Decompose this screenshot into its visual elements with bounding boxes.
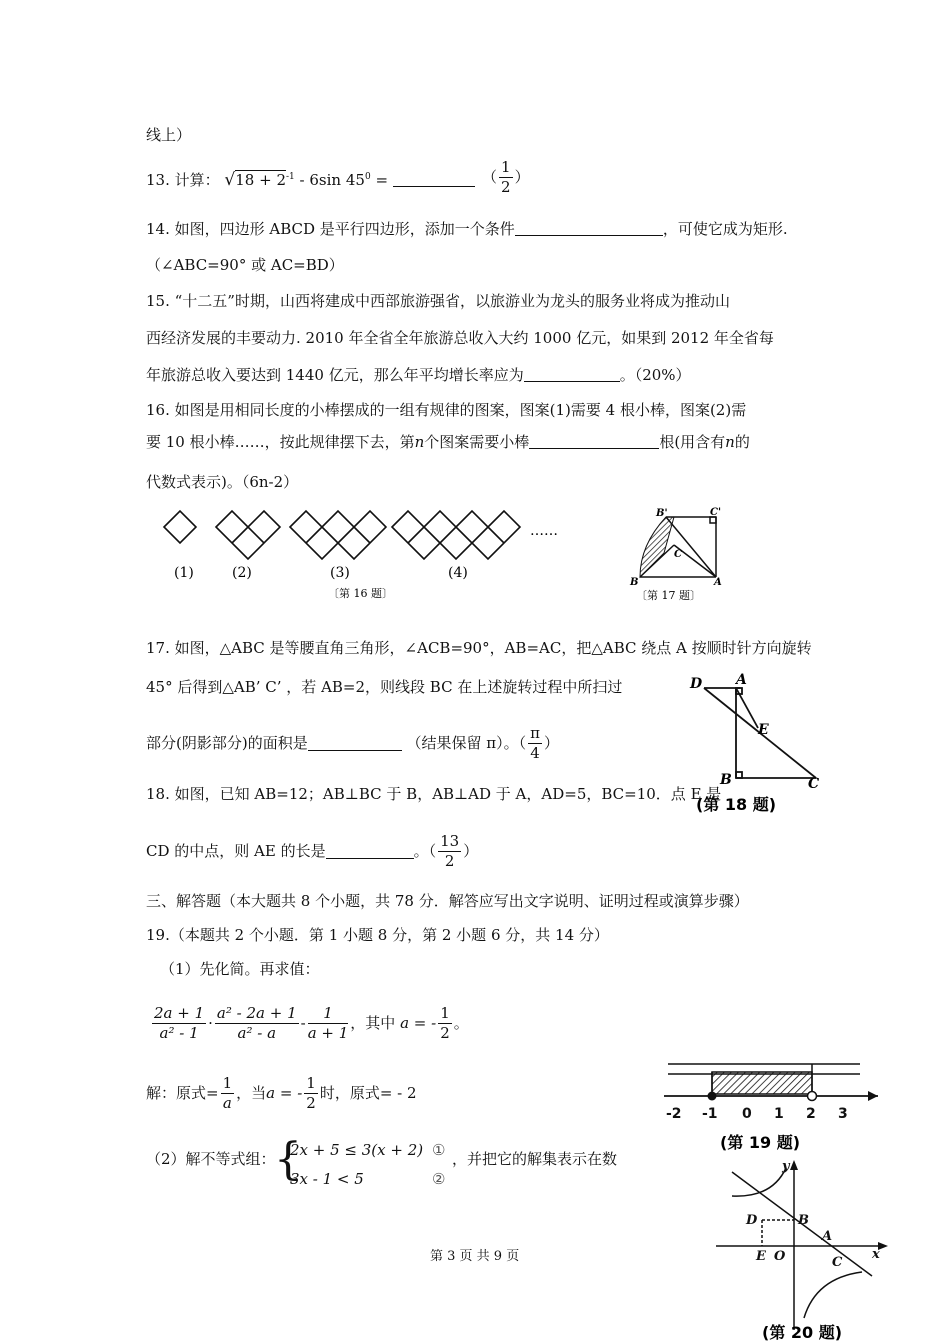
q13-eq: = [370,171,389,189]
q13-exp: -1 [286,172,295,182]
q15-line-3 [146,367,691,383]
sol-text-d: 时，原式= - 2 [319,1084,417,1102]
sol-text-a: 解：原式= [146,1084,219,1102]
fig20-label-a: A [822,1229,833,1244]
q15-answer: 。（20%） [619,366,691,384]
q13-ans-close: ） [514,168,530,186]
ineq-mark-1: ① [432,1141,446,1159]
q14-answer: （∠ABC=90° 或 AC=BD） [146,256,344,274]
fig17-caption: 〔第 17 题〕 [636,589,701,602]
fig16-label-3: (3) [330,565,350,581]
fig17-label-b: B [630,577,639,588]
q16-text-a: 要 10 根小棒……，按此规律摆下去，第 [146,433,415,451]
q19-f1-den: a² - 1 [159,1024,199,1042]
q19-f2-den: a² - a [237,1024,277,1042]
q19-minus: - [300,1014,306,1032]
fig16-label-1: (1) [174,565,194,581]
q16-line-2 [146,434,750,450]
q16-n2: n [725,433,735,451]
q14-end: ，可使它成为矩形. [662,220,788,238]
q19-expression [150,1006,469,1041]
sol-val-num: 1 [306,1074,316,1092]
section-3-heading: 三、解答题（本大题共 8 个小题，共 78 分．解答应写出文字说明、证明过程或演算步骤） [146,892,749,910]
q17-line-3 [146,726,559,761]
fig16-dots: …… [530,523,558,539]
q19-solution [146,1076,417,1111]
question-14 [146,221,788,237]
q17-text-end: （结果保留 π）。（ [406,734,527,752]
figure-17 [622,505,732,605]
q19-f3-num: 1 [308,1006,349,1024]
q19-end: 。 [453,1014,469,1032]
q17-close: ） [544,734,560,752]
q18-text: CD 的中点，则 AE 的长是 [146,842,326,860]
q16-text-d: 的 [734,433,750,451]
q19-part-2-label: （2）解不等式组： [146,1150,276,1168]
fig20-label-c: C [832,1255,843,1270]
q19-where: ，其中 [350,1014,396,1032]
q16-line-1: 16. 如图是用相同长度的小棒摆成的一组有规律的图案，图案(1)需要 4 根小棒，图案(2)需 [146,401,747,419]
sol-frac-num: 1 [222,1074,233,1092]
fig16-label-2: (2) [232,565,252,581]
q18-text-end: 。（ [413,842,437,860]
q19-part-1: （1）先化简。再求值： [160,960,320,978]
q16-blank [529,434,659,449]
q14-text: 14. 如图，四边形 ABCD 是平行四边形，添加一个条件 [146,220,515,238]
sol-text-b: ，当 [236,1084,267,1102]
sol-text-c: a = - [266,1084,303,1102]
fig19-tick-3: 3 [838,1106,848,1122]
fig19-tick-m2: -2 [666,1106,682,1122]
fig20-label-e: E [756,1249,766,1264]
q18-ans-num: 13 [440,832,460,850]
fig17-label-bp: B' [656,508,668,519]
figure-20 [712,1158,892,1342]
text-line-prev: 线上） [146,126,192,144]
q16-line-3: 代数式表示)。（6n-2） [146,473,299,491]
ineq-2: 3x - 1 < 5 [290,1170,364,1188]
q15-line-1: 15. “十二五”时期，山西将建成中西部旅游强省，以旅游业为龙头的服务业将成为推动山 [146,292,730,310]
q19-val-den: 2 [440,1024,450,1042]
fig20-label-o: O [774,1249,786,1264]
q17-text: 部分(阴影部分)的面积是 [146,734,308,752]
ineq-1: 2x + 5 ≤ 3(x + 2) [290,1141,424,1159]
q16-text-b: 个图案需要小棒 [424,433,530,451]
fig19-tick-2: 2 [806,1106,816,1122]
sol-val-den: 2 [306,1094,316,1112]
q13-exp2: 0 [364,172,371,182]
fig19-tick-1: 1 [774,1106,784,1122]
q17-line-2: 45° 后得到△AB’ C’ ，若 AB=2，则线段 BC 在上述旋转过程中所扫过 [146,678,623,696]
fig18-label-b: B [720,772,732,788]
fig19-tick-0: 0 [742,1106,752,1122]
fig17-label-cp: C' [710,507,722,518]
q13-ans-num: 1 [501,158,511,176]
q14-blank [515,221,663,236]
q17-ans-num: π [530,724,540,742]
fig20-label-x: x [872,1247,880,1262]
fig18-label-d: D [690,676,703,692]
q17-line-1: 17. 如图，△ABC 是等腰直角三角形，∠ACB=90°，AB=AC，把△ABC 绕点 A 按顺时针方向旋转 [146,639,812,657]
fig19-tick-m1: -1 [702,1106,718,1122]
ineq-mark-2: ② [432,1170,446,1188]
q18-line-1: 18. 如图，已知 AB=12；AB⊥BC 于 B，AB⊥AD 于 A，AD=5，BC=10．点 E 是 [146,785,722,803]
q19-f2-num: a² - 2a + 1 [216,1004,297,1022]
fig16-label-4: (4) [448,565,468,581]
q15-text: 年旅游总收入要达到 1440 亿元，那么年平均增长率应为 [146,366,524,384]
q18-line-2 [146,834,478,869]
question-19: 19.（本题共 2 个小题．第 1 小题 8 分，第 2 小题 6 分，共 14 分） [146,926,609,944]
fig18-label-e: E [758,722,769,738]
fig19-caption: (第 19 题) [720,1133,801,1152]
fig18-caption: (第 18 题) [696,795,777,814]
q15-line-2: 西经济发展的丰要动力. 2010 年全省全年旅游总收入大约 1000 亿元，如果到 2012 年全省每 [146,329,774,347]
sqrt-icon: √ [224,170,236,190]
brace-icon: { [274,1134,302,1185]
sol-frac-den: a [222,1094,232,1112]
fig17-label-a: A [714,577,722,588]
q16-n: n [414,433,425,451]
figure-16 [160,505,600,605]
q13-ans-den: 2 [501,178,511,196]
q17-blank [308,736,402,751]
page-footer: 第 3 页 共 9 页 [430,1249,520,1264]
q19-f3-den: a + 1 [307,1024,349,1042]
figure-19 [660,1058,890,1158]
q19-f1-num: 2a + 1 [154,1004,205,1022]
q13-blank [393,172,475,187]
fig16-caption: 〔第 16 题〕 [328,587,393,600]
fig18-label-c: C [808,776,820,792]
q19-val-num: 1 [440,1004,450,1022]
q13-answer [482,160,530,195]
q13-expr-b: - 6sin 45 [294,171,365,189]
q13-label: 13. 计算： [146,171,220,189]
q13-ans-open: （ [482,168,498,186]
q19-part-2-end: ，并把它的解集表示在数 [452,1150,618,1168]
fig17-label-c: C [674,549,682,560]
dot-icon: · [208,1014,213,1032]
q17-ans-den: 4 [530,744,540,762]
q19-a-eq: a = - [400,1014,437,1032]
fig18-label-a: A [736,672,747,688]
q16-text-c: 根(用含有 [659,433,726,451]
q13-expr-a: 18 + 2 [235,171,286,189]
q18-close: ） [463,842,479,860]
fig20-caption: (第 20 题) [762,1323,843,1342]
q15-blank [524,367,620,382]
q18-blank [326,844,414,859]
fig20-label-b: B [798,1213,809,1228]
q18-ans-den: 2 [444,852,455,870]
fig20-label-d: D [746,1213,758,1228]
fig20-label-y: y [782,1159,790,1174]
question-13 [146,172,475,189]
